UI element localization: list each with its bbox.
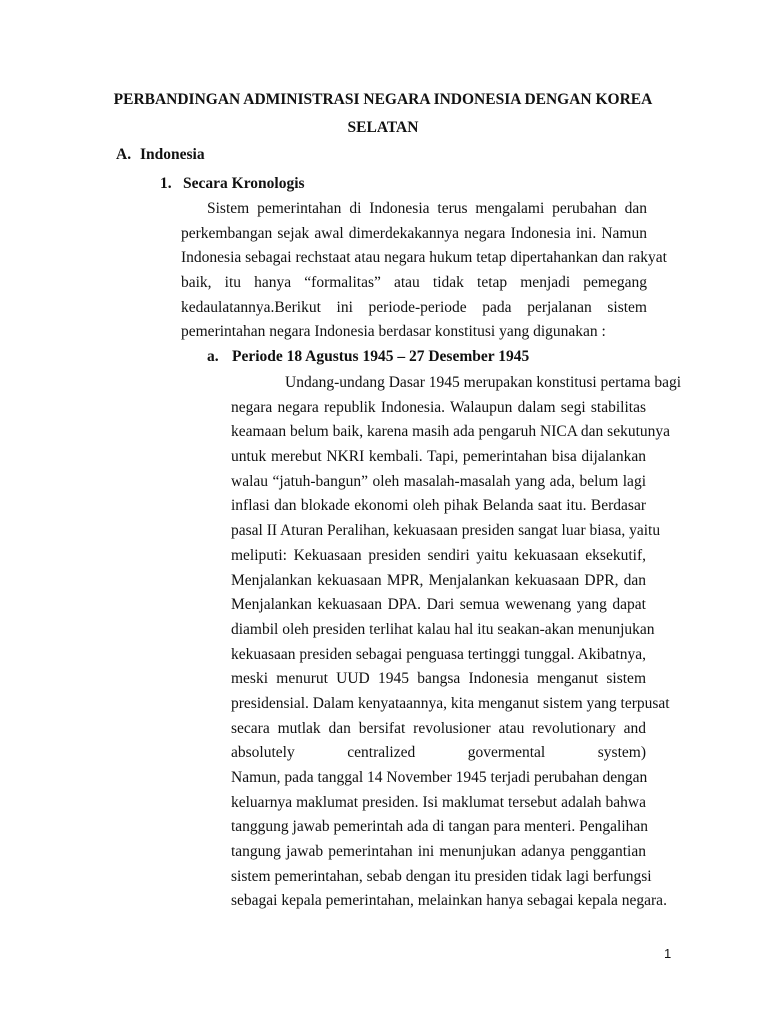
paragraph-line: meski menurut UUD 1945 bangsa Indonesia menganut sistem — [231, 670, 646, 688]
paragraph-line: keamaan belum baik, karena masih ada pengaruh NICA dan sekutunya — [231, 423, 671, 441]
paragraph-line: meliputi: Kekuasaan presiden sendiri yaitu kekuasaan eksekutif, — [231, 546, 646, 564]
title-line-1: PERBANDINGAN ADMINISTRASI NEGARA INDONESIA DENGAN KOREA — [113, 91, 653, 108]
paragraph-line: diambil oleh presiden terlihat kalau hal itu seakan-akan menunjukan — [231, 620, 655, 638]
subsection-number: 1. — [160, 175, 172, 192]
paragraph-line: pasal II Aturan Peralihan, kekuasaan presiden sangat luar biasa, yaitu — [231, 522, 661, 540]
subsection-heading-1 — [160, 175, 305, 193]
paragraph-line: untuk merebut NKRI kembali. Tapi, pemerintahan bisa dijalankan — [231, 448, 646, 466]
paragraph-line: sebagai kepala pemerintahan, melainkan hanya sebagai kepala negara. — [231, 892, 667, 910]
paragraph-line: absolutely centralized govermental system) — [231, 744, 646, 762]
paragraph-line: tanggung jawab pemerintah ada di tangan para menteri. Pengalihan — [231, 818, 649, 836]
paragraph-line: keluarnya maklumat presiden. Isi maklumat tersebut adalah bahwa — [231, 793, 646, 811]
paragraph-line: Menjalankan kekuasaan MPR, Menjalankan kekuasaan DPR, dan — [231, 571, 646, 589]
paragraph-line: kekuasaan presiden sebagai penguasa tertinggi tunggal. Akibatnya, — [231, 645, 646, 663]
paragraph-line: secara mutlak dan bersifat revolusioner atau revolutionary and — [231, 719, 646, 737]
paragraph-line: inflasi dan blokade ekonomi oleh pihak Belanda saat itu. Berdasar — [231, 497, 646, 515]
paragraph-line: Sistem pemerintahan di Indonesia terus mengalami perubahan dan — [207, 200, 647, 217]
paragraph-line: pemerintahan negara Indonesia berdasar konstitusi yang digunakan : — [181, 323, 606, 341]
section-label: Indonesia — [140, 146, 205, 163]
paragraph-line: kedaulatannya.Berikut ini periode-periode pada perjalanan sistem — [181, 298, 647, 316]
paragraph-line: perkembangan sejak awal dimerdekakannya negara Indonesia ini. Namun — [181, 224, 647, 242]
paragraph-line: walau “jatuh-bangun” oleh masalah-masalah yang ada, belum lagi — [231, 472, 646, 490]
paragraph-line: tangung jawab pemerintahan ini menunjukan adanya penggantian — [231, 843, 646, 861]
paragraph-line: baik, itu hanya “formalitas” atau tidak tetap menjadi pemegang — [181, 274, 647, 292]
paragraph-line: Undang-undang Dasar 1945 merupakan konstitusi pertama bagi — [285, 374, 682, 391]
paragraph-1 — [181, 197, 667, 345]
section-number: A. — [116, 146, 132, 163]
page-number: 1 — [664, 946, 672, 961]
subsection-label: Periode 18 Agustus 1945 – 27 Desember 1945 — [232, 348, 530, 365]
subsection-heading-a — [207, 348, 529, 366]
document-title — [100, 86, 666, 142]
section-heading-a — [116, 146, 205, 164]
subsection-label: Secara Kronologis — [183, 175, 305, 192]
title-line-2: SELATAN — [347, 119, 419, 136]
paragraph-line: Indonesia sebagai rechstaat atau negara hukum tetap dipertahankan dan rakyat — [181, 249, 667, 267]
paragraph-2 — [231, 371, 682, 914]
paragraph-line: sistem pemerintahan, sebab dengan itu presiden tidak lagi berfungsi — [231, 867, 652, 885]
paragraph-line: Menjalankan kekuasaan DPA. Dari semua wewenang yang dapat — [231, 596, 646, 614]
paragraph-line: Namun, pada tanggal 14 November 1945 terjadi perubahan dengan — [231, 769, 648, 786]
paragraph-line: negara negara republik Indonesia. Walaupun dalam segi stabilitas — [231, 398, 646, 416]
subsection-number: a. — [207, 348, 219, 365]
paragraph-line: presidensial. Dalam kenyataannya, kita menganut sistem yang terpusat — [231, 694, 670, 712]
